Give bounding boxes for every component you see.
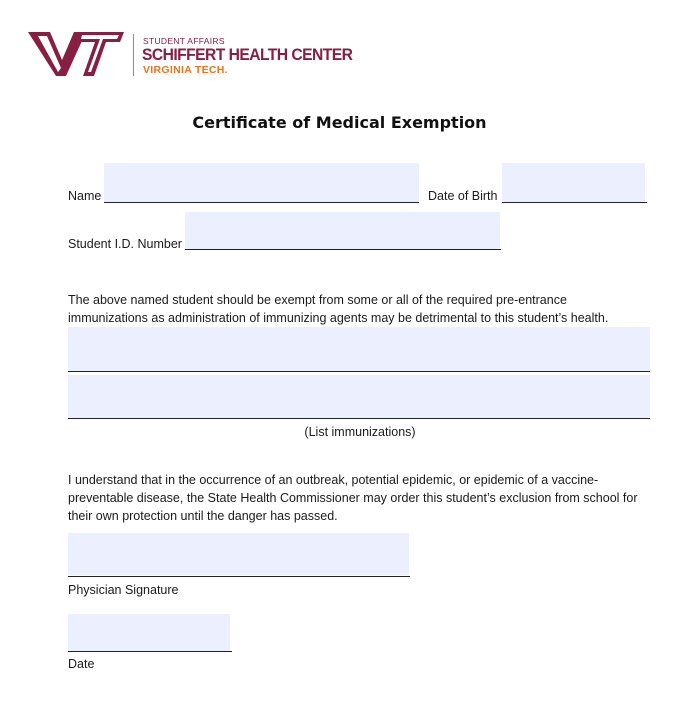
logo-student-affairs: STUDENT AFFAIRS [143,36,225,46]
physician-signature-underline [68,576,410,577]
name-label: Name [68,189,102,203]
logo-schiffert: SCHIFFERT HEALTH CENTER [142,45,353,64]
page-title: Certificate of Medical Exemption [192,113,487,132]
name-field[interactable] [104,163,419,203]
vt-logo-icon [28,30,124,78]
date-field[interactable] [68,614,230,651]
immunizations-caption: (List immunizations) [304,425,416,439]
dob-field[interactable] [502,163,645,203]
logo-virginia-tech: VIRGINIA TECH. [143,64,228,76]
immunizations-underline-2 [68,418,650,419]
physician-signature-label: Physician Signature [68,583,179,597]
physician-signature-field[interactable] [68,533,409,575]
date-label: Date [68,657,95,671]
logo-divider [133,34,134,76]
immunizations-field-2[interactable] [68,375,650,418]
immunizations-underline-1 [68,371,650,372]
name-underline [104,202,419,203]
student-id-field[interactable] [185,212,500,250]
understand-paragraph: I understand that in the occurrence of an outbreak, potential epidemic, or epidemic of a vaccine-preventable disease, the State Health Commissioner may order this student’s exclusion from school for their own protection until the danger has passed. [68,473,638,523]
dob-underline [502,202,647,203]
date-underline [68,651,232,652]
logo-text-marker [28,30,29,31]
dob-label: Date of Birth [428,189,498,203]
student-id-label: Student I.D. Number [68,237,182,251]
logo [28,30,353,78]
immunizations-field-1[interactable] [68,327,650,371]
exemption-paragraph: The above named student should be exempt from some or all of the required pre-entrance immunizations as administration of immunizing agents may be detrimental to this student’s health. [68,293,609,325]
student-id-underline [185,249,501,250]
